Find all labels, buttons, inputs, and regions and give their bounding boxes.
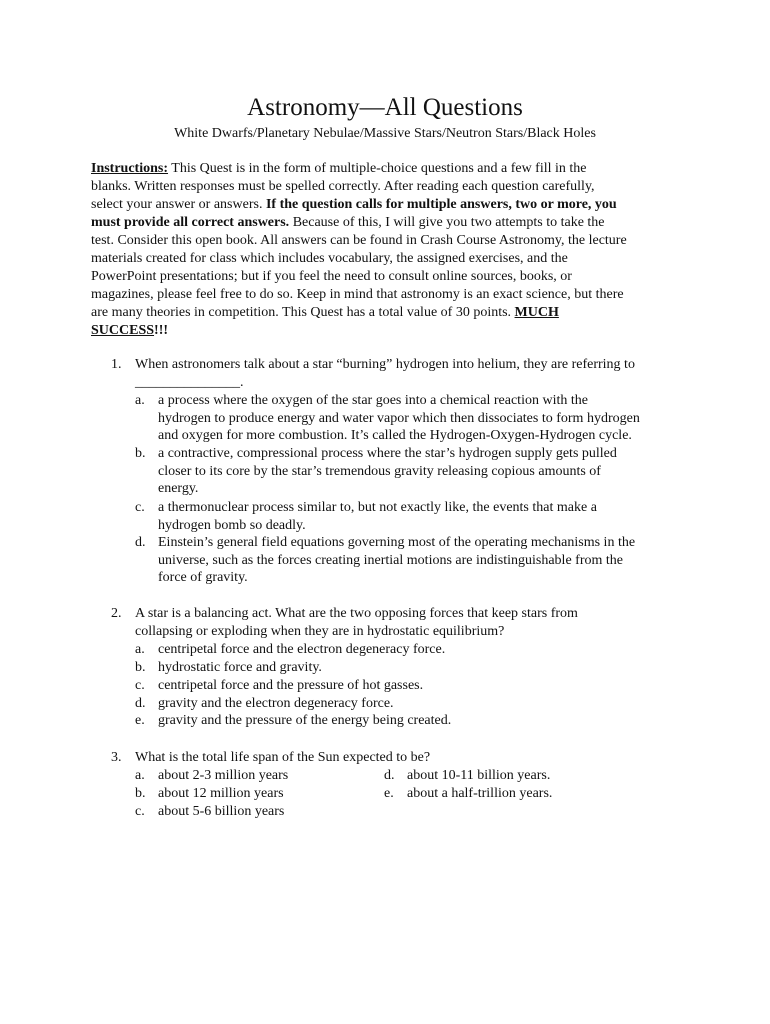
option-letter: d. (135, 535, 146, 550)
option-letter: e. (384, 786, 394, 801)
question-number: 2. (111, 606, 122, 621)
page-title: Astronomy—All Questions (247, 94, 523, 121)
option-text: about 5-6 billion years (158, 804, 285, 819)
option-text: about a half-trillion years. (407, 786, 553, 801)
instructions-text-1: This Quest is in the form of multiple-choice questions and a few fill in the blanks. Written responses must be spelled correctly. After reading each question carefully, select your answer or answers. (91, 161, 595, 212)
option-text: a contractive, compressional process where the star’s hydrogen supply gets pulled closer to its core by the star’s tremendous gravity releasing copious amounts of energy. (158, 446, 617, 497)
option-letter: e. (135, 713, 145, 728)
option-text: a process where the oxygen of the star goes into a chemical reaction with the hydrogen to produce energy and water vapor which then dissociates to form hydrogen and oxygen for more combustion. It’s called the Hydrogen-Oxygen-Hydrogen cycle. (158, 393, 640, 444)
question-text: What is the total life span of the Sun expected to be? (135, 750, 431, 765)
instructions-text-2: Because of this, I will give you two attempts to take the test. Consider this open book. All answers can be found in Crash Course Astronomy, the lecture materials created for class which includes vocabulary, the assigned exercises, and the PowerPoint presentations; but if you feel the need to consult online sources, books, or magazines, please feel free to do so. Keep in mind that astronomy is an exact science, but there are many theories in competition. This Quest has a total value of 30 points. (91, 215, 627, 320)
instructions-closing-tail: !!! (154, 323, 169, 338)
option-text: about 10-11 billion years. (407, 768, 551, 783)
option-text: about 2-3 million years (158, 768, 289, 783)
question-text: A star is a balancing act. What are the two opposing forces that keep stars from collapsing or exploding when they are in hydrostatic equilibrium? (135, 606, 578, 639)
instructions-paragraph (91, 160, 681, 340)
option-letter: a. (135, 642, 145, 657)
question-number: 1. (111, 357, 122, 372)
instructions-label: Instructions: (91, 161, 169, 176)
option-text: centripetal force and the electron degeneracy force. (158, 642, 446, 657)
question-number: 3. (111, 750, 122, 765)
option-text: gravity and the pressure of the energy being created. (158, 713, 452, 728)
option-letter: b. (135, 786, 146, 801)
option-letter: c. (135, 500, 145, 515)
option-letter: c. (135, 804, 145, 819)
page-subtitle: White Dwarfs/Planetary Nebulae/Massive Stars/Neutron Stars/Black Holes (174, 126, 596, 141)
option-letter: b. (135, 660, 146, 675)
option-text: centripetal force and the pressure of hot gasses. (158, 678, 424, 693)
instructions-bold-note: If the question calls for multiple answers, two or more, you must provide all correct answers. (91, 197, 617, 230)
option-letter: d. (384, 768, 395, 783)
option-letter: d. (135, 696, 146, 711)
option-text: a thermonuclear process similar to, but not exactly like, the events that make a hydrogen bomb so deadly. (158, 500, 597, 533)
option-letter: a. (135, 768, 145, 783)
instructions-closing: MUCH SUCCESS (91, 305, 559, 338)
option-text: about 12 million years (158, 786, 284, 801)
option-letter: b. (135, 446, 146, 461)
option-letter: a. (135, 393, 145, 408)
option-letter: c. (135, 678, 145, 693)
option-text: gravity and the electron degeneracy force. (158, 696, 394, 711)
option-text: hydrostatic force and gravity. (158, 660, 322, 675)
question-text: When astronomers talk about a star “burning” hydrogen into helium, they are referring to _______________. (135, 357, 635, 390)
option-text: Einstein’s general field equations governing most of the operating mechanisms in the universe, such as the forces creating inertial motions are indistinguishable from the force of gravity. (158, 535, 636, 586)
